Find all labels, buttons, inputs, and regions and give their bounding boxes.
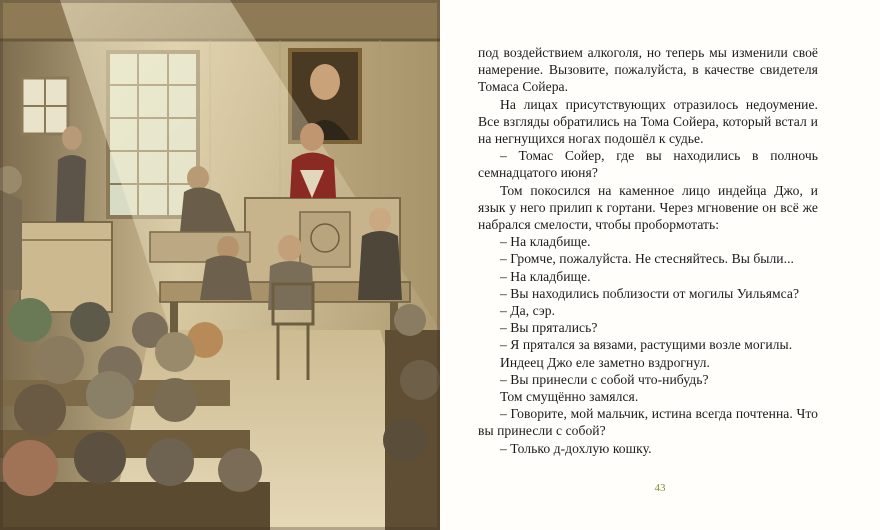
paragraph: – Только д-дохлую кошку. [500, 440, 652, 456]
paragraph: Том покосился на каменное лицо индейца Джо, и язык у него прилип к гортани. Через мгновение он всё же набрался смелости, чтобы пробормотать: [478, 182, 818, 233]
paragraph: – На кладбище. [500, 268, 591, 284]
paragraph: – На кладбище. [500, 234, 591, 250]
paragraph: – Вы прятались? [500, 320, 598, 336]
paragraph: На лицах присутствующих отразилось недоумение. Все взгляды обратились на Тома Сойера, который встал и на негнущихся ногах подошёл к судье. [478, 96, 818, 147]
paragraph: – Говорите, мой мальчик, истина всегда почтенна. Что вы принесли с собой? [478, 406, 818, 439]
story-text [478, 44, 818, 457]
paragraph: – Вы принесли с собой что-нибудь? [500, 371, 709, 387]
paragraph: – Томас Сойер, где вы находились в полночь семнадцатого июня? [478, 148, 818, 181]
text-page [440, 0, 880, 530]
paragraph: – Я прятался за вязами, растущими возле могилы. [500, 337, 793, 353]
page-number: 43 [654, 482, 666, 494]
paragraph: – Громче, пожалуйста. Не стесняйтесь. Вы были... [500, 251, 794, 267]
paragraph: – Вы находились поблизости от могилы Уильямса? [500, 285, 800, 301]
paragraph: Том смущённо замялся. [500, 389, 639, 405]
paragraph: Индеец Джо еле заметно вздрогнул. [500, 354, 710, 370]
paragraph: – Да, сэр. [500, 303, 556, 319]
paragraph: под воздействием алкоголя, но теперь мы изменили своё намерение. Вызовите, пожалуйста, в качестве свидетеля Томаса Сойера. [478, 45, 818, 95]
